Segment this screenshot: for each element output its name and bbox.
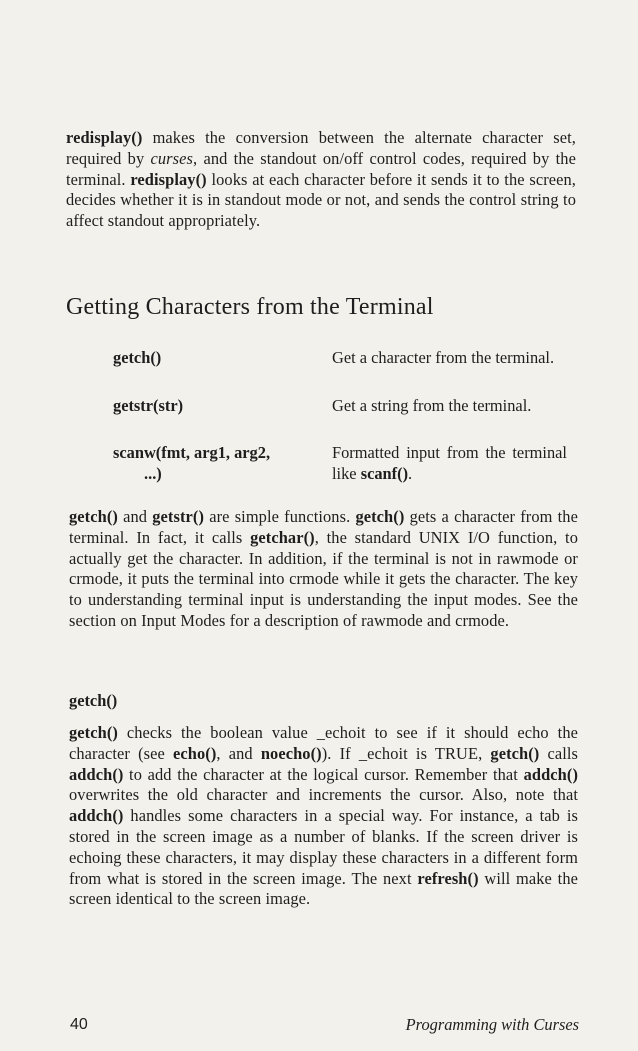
intro-paragraph — [66, 128, 576, 232]
code-term: noecho() — [260, 743, 322, 763]
code-term: addch() — [69, 806, 124, 826]
function-name — [113, 396, 313, 417]
code-term: addch() — [69, 764, 124, 784]
body-paragraph — [69, 723, 578, 910]
code-term: redisplay() — [130, 169, 207, 189]
code-term: scanf() — [360, 463, 409, 483]
paragraph-text: calls — [539, 743, 579, 763]
description-text: . — [408, 463, 413, 483]
description-text: Get a character from the terminal. — [332, 348, 555, 367]
code-term: addch() — [523, 764, 578, 784]
code-term: getchar() — [250, 527, 315, 547]
paragraph-text: , the standard UNIX I/O function, to actually get the character. In addition, if the terminal is not in rawmode or crmode, it puts the terminal into crmode while it gets the character. The key to understanding terminal input is understanding the input modes. See the section on Input Modes for a description of rawmode and crmode. — [69, 527, 578, 630]
paragraph-text: checks the boolean value _echoit to see if it should echo the character (see — [69, 723, 578, 763]
paragraph-text: gets a character from the terminal. In fact, it calls — [69, 507, 578, 547]
page-number: 40 — [70, 1016, 88, 1033]
paragraph-text: overwrites the old character and increments the cursor. Also, note that — [69, 785, 578, 805]
running-title: Programming with Curses — [405, 1015, 579, 1034]
code-term: refresh() — [417, 868, 479, 888]
code-term: getch() — [355, 507, 405, 526]
paragraph-text: handles some characters in a special way. For instance, a tab is stored in the screen image as a number of blanks. If the screen driver is echoing these characters, it may display these characters in a different form from what is stored in the screen image. The next — [69, 806, 578, 888]
paragraph-text: are simple functions. — [204, 507, 356, 526]
code-term: getch() — [69, 507, 118, 526]
paragraph-text: will make the screen identical to the screen image. — [69, 868, 578, 909]
paragraph-text: to add the character at the logical cursor. Remember that — [123, 764, 524, 784]
paragraph-text: and — [117, 507, 153, 526]
emphasis-term: curses — [150, 148, 193, 168]
function-signature: scanw(fmt, arg1, arg2, — [113, 443, 271, 462]
paragraph-text: , and — [216, 743, 261, 763]
function-description — [332, 396, 567, 417]
paragraph-text: , and the standout on/off control codes, required by the terminal. — [66, 148, 576, 189]
paragraph-text: looks at each character before it sends it to the screen, decides whether it is in standout mode or not, and sends the control string to affect standout appropriately. — [66, 169, 576, 231]
function-signature: getch() — [113, 348, 162, 367]
function-description — [332, 348, 567, 369]
code-term: getch() — [69, 723, 118, 742]
description-text: Formatted input from the terminal like — [332, 443, 567, 483]
section-heading: Getting Characters from the Terminal — [66, 294, 434, 320]
code-term: echo() — [173, 743, 217, 763]
function-name — [113, 348, 313, 369]
function-description — [332, 443, 567, 485]
code-term: getstr() — [152, 507, 205, 526]
paragraph-text: makes the conversion between the alternate character set, required by — [66, 128, 576, 168]
subsection-heading: getch() — [69, 691, 118, 710]
paragraph-text: ). If _echoit is TRUE, — [321, 743, 491, 763]
function-name — [113, 443, 313, 485]
body-paragraph — [69, 507, 578, 632]
function-signature-continuation: ...) — [144, 463, 162, 483]
code-term: getch() — [490, 743, 540, 763]
description-text: Get a string from the terminal. — [332, 396, 532, 415]
function-signature: getstr(str) — [113, 396, 184, 415]
code-term: redisplay() — [66, 128, 143, 147]
